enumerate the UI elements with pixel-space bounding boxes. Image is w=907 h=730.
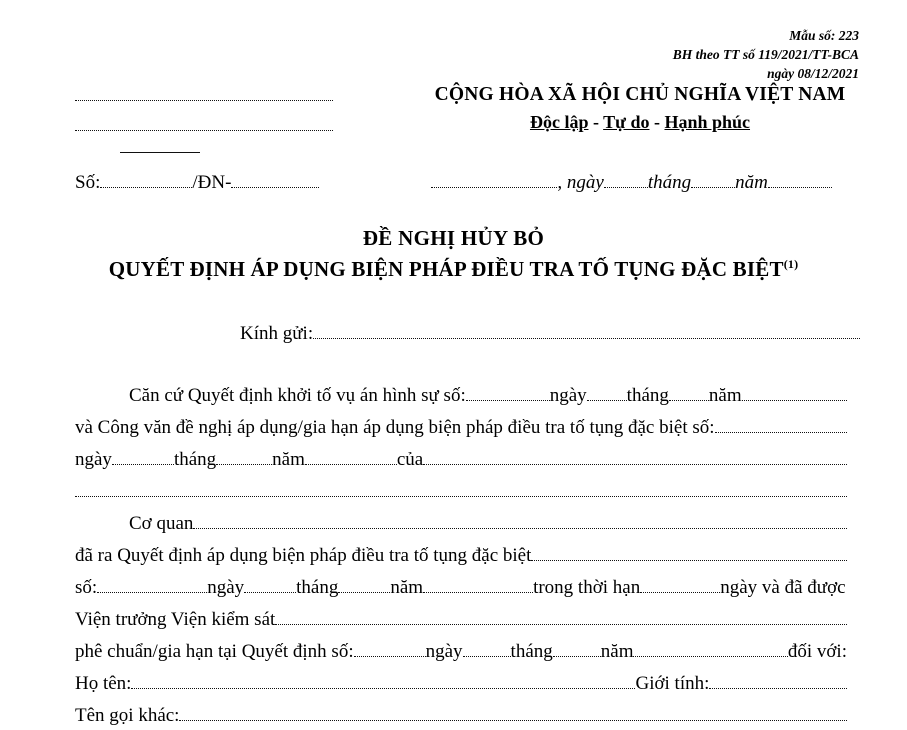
body-line-1 [75, 383, 847, 407]
thang-value-blank[interactable] [691, 170, 735, 188]
form-number: Mẫu số: 223 [789, 28, 859, 43]
body-l7-end-text: ngày và đã được [720, 577, 846, 599]
title-footnote-marker: (1) [783, 257, 799, 271]
document-title-line-2 [0, 257, 907, 282]
so-value-blank[interactable] [100, 170, 192, 188]
national-heading: CỘNG HÒA XÃ HỘI CHỦ NGHĨA VIỆT NAM [434, 84, 846, 105]
body-line-4 [75, 479, 847, 497]
body-l10-hoten-label: Họ tên: [75, 673, 132, 695]
body-line-11 [75, 703, 847, 727]
motto-doclap: Độc lập [529, 112, 589, 132]
body-l9-thang-label: tháng [510, 641, 553, 663]
body-line-8 [75, 607, 847, 631]
document-title-text: QUYẾT ĐỊNH ÁP DỤNG BIỆN PHÁP ĐIỀU TRA TỐ TỤNG ĐẶC BIỆT [108, 257, 784, 281]
body-l1-thang-label: tháng [626, 385, 669, 407]
nam-label: năm [735, 172, 768, 194]
body-l3-nam-label: năm [272, 449, 305, 471]
body-l7-so-label: số: [75, 577, 98, 599]
body-l9-so-blank[interactable] [354, 639, 426, 657]
form-meta-block [673, 26, 859, 83]
body-l9-text: phê chuẩn/gia hạn tại Quyết định số: [75, 641, 354, 663]
body-l7-thang-label: tháng [296, 577, 339, 599]
body-l7-ngay-blank[interactable] [244, 575, 296, 593]
body-line-5 [75, 511, 847, 535]
body-line-6 [75, 543, 847, 567]
form-date: ngày 08/12/2021 [767, 66, 859, 81]
body-l10-gioitinh-label: Giới tính: [635, 673, 710, 695]
body-l10-hoten-blank[interactable] [131, 671, 635, 689]
body-l7-nam-blank[interactable] [423, 575, 533, 593]
document-title-line-1: ĐỀ NGHỊ HỦY BỎ [362, 226, 545, 250]
body-l11-text: Tên gọi khác: [75, 705, 180, 727]
motto-sep-1: - [588, 112, 604, 132]
body-line-2 [75, 415, 847, 439]
body-l3-ngay-blank[interactable] [112, 447, 174, 465]
body-l9-ngay-label: ngày [425, 641, 463, 663]
body-l7-thang-blank[interactable] [338, 575, 390, 593]
recipient-row [240, 321, 860, 345]
body-l3-nam-blank[interactable] [305, 447, 397, 465]
body-l11-blank[interactable] [179, 703, 847, 721]
body-l4-blank[interactable] [75, 479, 847, 497]
motto-hanhphuc: Hạnh phúc [664, 112, 751, 132]
recipient-label: Kính gửi: [240, 323, 314, 345]
body-l1-text: Căn cứ Quyết định khởi tố vụ án hình sự số: [129, 385, 466, 407]
body-line-10 [75, 671, 847, 695]
place-blank[interactable] [431, 170, 557, 188]
body-l8-text: Viện trưởng Viện kiểm sát [75, 609, 276, 631]
form-circular: BH theo TT số 119/2021/TT-BCA [672, 47, 859, 62]
body-l9-ngay-blank[interactable] [463, 639, 511, 657]
body-l1-so-blank[interactable] [466, 383, 550, 401]
body-l7-nam-label: năm [390, 577, 424, 599]
body-l5-text: Cơ quan [129, 513, 194, 535]
nam-value-blank[interactable] [768, 170, 832, 188]
agency-blank-line-2 [75, 130, 333, 131]
body-l7-ngay-label: ngày [207, 577, 245, 599]
body-l7-thoihan-blank[interactable] [640, 575, 720, 593]
body-l3-thang-blank[interactable] [216, 447, 272, 465]
motto-tudo: Tự do [603, 112, 650, 132]
body-l9-nam-blank[interactable] [633, 639, 787, 657]
body-l2-text: và Công văn đề nghị áp dụng/gia hạn áp dụng biện pháp điều tra tố tụng đặc biệt số: [75, 417, 715, 439]
body-l3-thang-label: tháng [173, 449, 217, 471]
ngay-value-blank[interactable] [604, 170, 648, 188]
body-l7-thoihan-label: trong thời hạn [533, 577, 641, 599]
ngay-label: , ngày [557, 172, 604, 194]
agency-blank-line-1 [75, 100, 333, 101]
body-l3-cua-label: của [396, 449, 424, 471]
thang-label: tháng [647, 172, 692, 194]
body-l1-ngay-blank[interactable] [587, 383, 627, 401]
body-l9-nam-label: năm [600, 641, 634, 663]
document-number-row [75, 170, 875, 194]
body-l9-thang-blank[interactable] [553, 639, 601, 657]
body-l6-blank[interactable] [531, 543, 847, 561]
national-motto [390, 112, 890, 133]
body-line-7 [75, 575, 847, 599]
body-l5-blank[interactable] [193, 511, 847, 529]
body-l6-text: đã ra Quyết định áp dụng biện pháp điều tra tố tụng đặc biệt [75, 545, 532, 567]
body-line-9 [75, 639, 847, 663]
body-l9-doivoi-label: đối với: [787, 641, 847, 663]
motto-sep-2: - [649, 112, 665, 132]
body-l1-nam-blank[interactable] [742, 383, 847, 401]
body-line-3 [75, 447, 847, 471]
body-l10-gioitinh-blank[interactable] [709, 671, 847, 689]
agency-short-rule [120, 152, 200, 153]
body-l3-cua-blank[interactable] [423, 447, 847, 465]
body-l2-blank[interactable] [715, 415, 847, 433]
dn-value-blank[interactable] [231, 170, 319, 188]
dn-label: /ĐN- [192, 172, 232, 194]
body-l8-blank[interactable] [275, 607, 847, 625]
recipient-blank[interactable] [313, 321, 860, 339]
so-label: Số: [75, 172, 101, 194]
body-l1-ngay-label: ngày [549, 385, 587, 407]
body-l1-nam-label: năm [708, 385, 742, 407]
body-l1-thang-blank[interactable] [669, 383, 709, 401]
body-l3-ngay-label: ngày [75, 449, 112, 471]
body-l7-so-blank[interactable] [97, 575, 207, 593]
